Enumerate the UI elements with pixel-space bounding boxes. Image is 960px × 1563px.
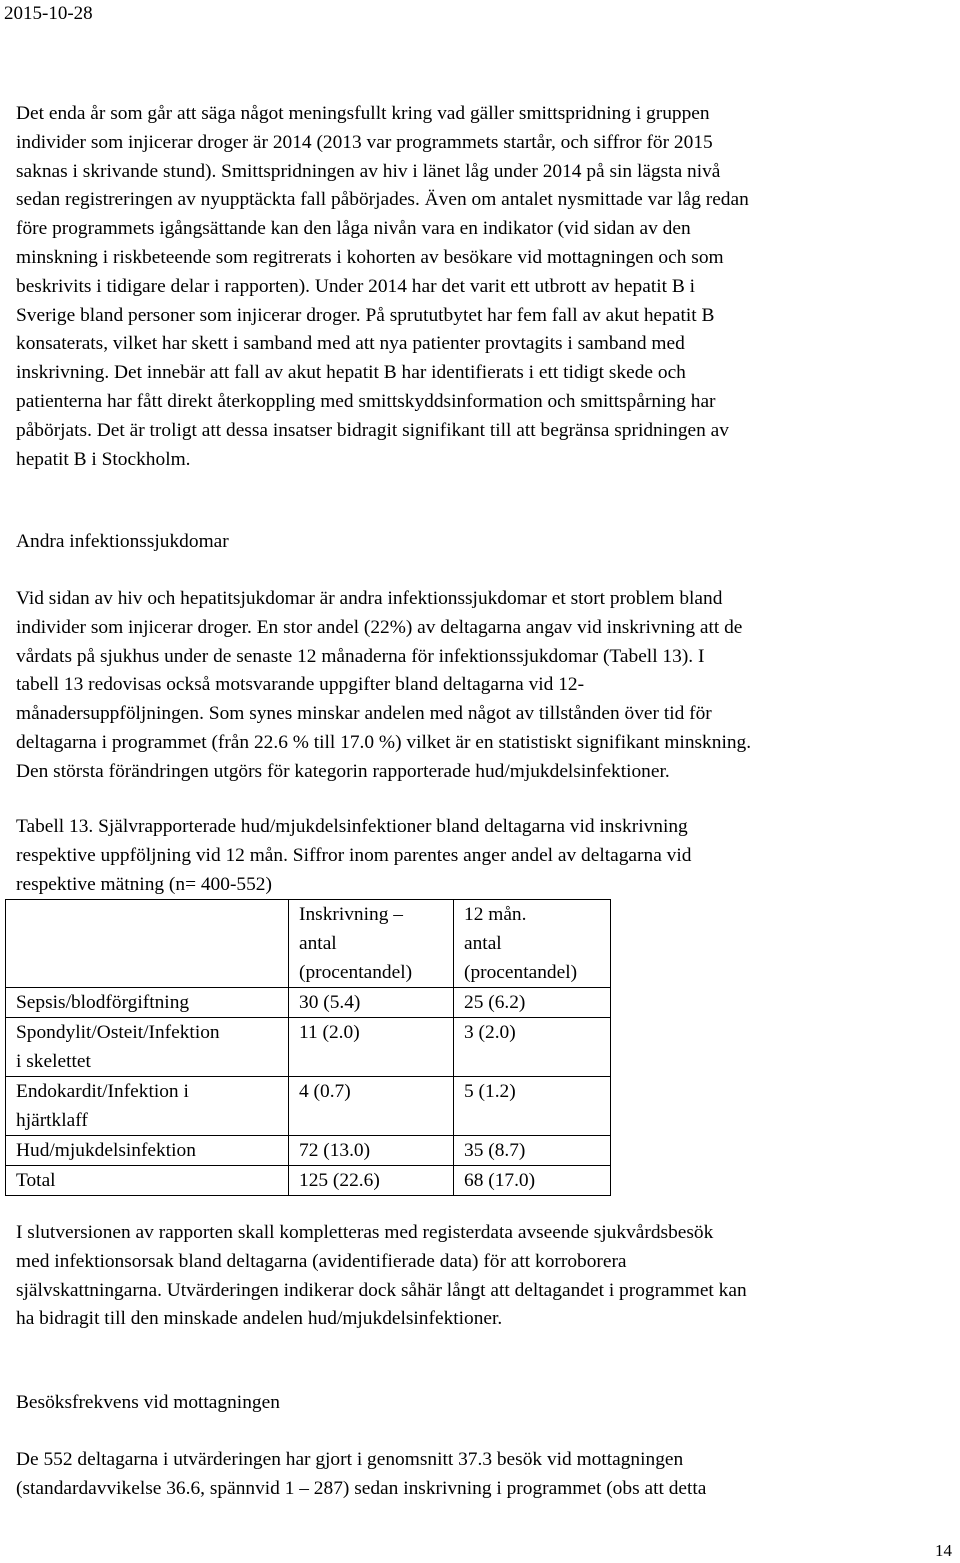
text-line: sedan registreringen av nyupptäckta fall påbörjades. Även om antalet nysmittade var låg redan [16, 189, 749, 211]
text-line: (standardavvikelse 36.6, spännvid 1 – 287) sedan inskrivning i programmet (obs att detta [16, 1477, 707, 1499]
text-line: respektive mätning (n= 400-552) [16, 873, 272, 895]
cell-inskrivning: 72 (13.0) [289, 1136, 454, 1166]
text-line: konsaterats, vilket har skett i samband med att nya patienter provtagits i samband med [16, 333, 685, 355]
text-line: individer som injicerar droger är 2014 (2013 var programmets startår, och siffror för 2015 [16, 131, 713, 153]
row-label-text: Endokardit/Infektion i [16, 1081, 189, 1102]
row-label-text: Sepsis/blodförgiftning [16, 992, 190, 1013]
cell-uppfoljning: 5 (1.2) [454, 1077, 611, 1136]
table-row-total [6, 1166, 611, 1196]
text-line: Det enda år som går att säga något meningsfullt kring vad gäller smittspridning i gruppen [16, 103, 710, 124]
text-line: individer som injicerar droger. En stor andel (22%) av deltagarna angav vid inskrivning att de [16, 616, 743, 638]
cell-uppfoljning: 3 (2.0) [454, 1018, 611, 1077]
row-label-text: hjärtklaff [16, 1110, 88, 1131]
cell-inskrivning: 4 (0.7) [289, 1077, 454, 1136]
header-text: Inskrivning – [299, 904, 403, 925]
table-row [6, 1018, 611, 1077]
header-text: (procentandel) [464, 962, 578, 983]
cell-uppfoljning: 68 (17.0) [454, 1166, 611, 1196]
text-line: vårdats på sjukhus under de senaste 12 månaderna för infektionssjukdomar (Tabell 13). I [16, 645, 705, 667]
text-line: hepatit B i Stockholm. [16, 448, 191, 470]
row-label-text: Spondylit/Osteit/Infektion [16, 1022, 220, 1043]
text-line: med infektionsorsak bland deltagarna (avidentifierade data) för att korroborera [16, 1250, 627, 1272]
text-line: patienterna har fått direkt återkoppling med smittskyddsinformation och smittspårning har [16, 390, 716, 412]
cell-inskrivning: 11 (2.0) [289, 1018, 454, 1077]
text-line: Sverige bland personer som injicerar droger. På sprututbytet har fem fall av akut hepatit B [16, 304, 715, 326]
text-line: Den största förändringen utgörs för kategorin rapporterade hud/mjukdelsinfektioner. [16, 760, 670, 782]
cell-uppfoljning: 35 (8.7) [454, 1136, 611, 1166]
text-line: I slutversionen av rapporten skall kompletteras med registerdata avseende sjukvårdsbesök [16, 1222, 714, 1243]
cell-inskrivning: 30 (5.4) [289, 988, 454, 1018]
row-label [6, 1077, 289, 1136]
row-label [6, 1136, 289, 1166]
infection-table [5, 899, 611, 1196]
text-line: påbörjats. Det är troligt att dessa insatser bidragit signifikant till att begränsa spridningen av [16, 419, 729, 441]
header-cell-inskrivning [289, 900, 454, 988]
text-line: beskrivits i tidigare delar i rapporten). Under 2014 har det varit ett utbrott av hepatit B i [16, 275, 696, 297]
row-label-text: Hud/mjukdelsinfektion [16, 1140, 196, 1161]
table-caption [16, 813, 960, 899]
row-label-text: i skelettet [16, 1051, 91, 1072]
paragraph-hiv-hepatit [16, 100, 960, 474]
text-line: månadersuppföljningen. Som synes minskar andelen med något av tillstånden över tid för [16, 703, 712, 725]
text-line: respektive uppföljning vid 12 mån. Siffror inom parentes anger andel av deltagarna vid [16, 844, 692, 866]
text-line: saknas i skrivande stund). Smittspridningen av hiv i länet låg under 2014 på sin lägsta nivå [16, 160, 721, 182]
row-label-text: Total [16, 1170, 56, 1191]
header-date: 2015-10-28 [4, 3, 93, 24]
header-cell-empty [6, 900, 289, 988]
table-row [6, 988, 611, 1018]
cell-inskrivning: 125 (22.6) [289, 1166, 454, 1196]
section-heading-infektionssjukdomar: Andra infektionssjukdomar [16, 531, 229, 552]
page-number: 14 [935, 1541, 952, 1560]
text-line: självskattningarna. Utvärderingen indikerar dock såhär långt att deltagandet i programmet kan [16, 1279, 747, 1301]
text-line: ha bidragit till den minskade andelen hud/mjukdelsinfektioner. [16, 1308, 503, 1330]
paragraph-slutversion [16, 1219, 960, 1334]
paragraph-infektionssjukdomar [16, 585, 960, 787]
section-heading-besoksfrekvens: Besöksfrekvens vid mottagningen [16, 1392, 280, 1413]
text-line: deltagarna i programmet (från 22.6 % till 17.0 %) vilket är en statistiskt signifikant minskning. [16, 731, 752, 753]
header-text: antal [299, 933, 337, 954]
table-row [6, 1136, 611, 1166]
text-line: Vid sidan av hiv och hepatitsjukdomar är andra infektionssjukdomar et stort problem bland [16, 588, 723, 609]
header-cell-12-man [454, 900, 611, 988]
text-line: De 552 deltagarna i utvärderingen har gjort i genomsnitt 37.3 besök vid mottagningen [16, 1449, 684, 1470]
text-line: före programmets igångsättande kan den låga nivån vara en indikator (vid sidan av den [16, 218, 691, 240]
text-line: minskning i riskbeteende som regitrerats i kohorten av besökare vid mottagningen och som [16, 246, 724, 268]
text-line: inskrivning. Det innebär att fall av akut hepatit B har identifierats i ett tidigt skede och [16, 362, 686, 384]
table-header-row [6, 900, 611, 988]
paragraph-besoksfrekvens [16, 1446, 960, 1504]
header-text: antal [464, 933, 502, 954]
row-label [6, 1018, 289, 1077]
cell-uppfoljning: 25 (6.2) [454, 988, 611, 1018]
row-label [6, 1166, 289, 1196]
text-line: Tabell 13. Självrapporterade hud/mjukdelsinfektioner bland deltagarna vid inskrivning [16, 816, 688, 837]
header-text: 12 mån. [464, 904, 527, 925]
header-text: (procentandel) [299, 962, 413, 983]
table-row [6, 1077, 611, 1136]
row-label [6, 988, 289, 1018]
text-line: tabell 13 redovisas också motsvarande uppgifter bland deltagarna vid 12- [16, 674, 585, 696]
